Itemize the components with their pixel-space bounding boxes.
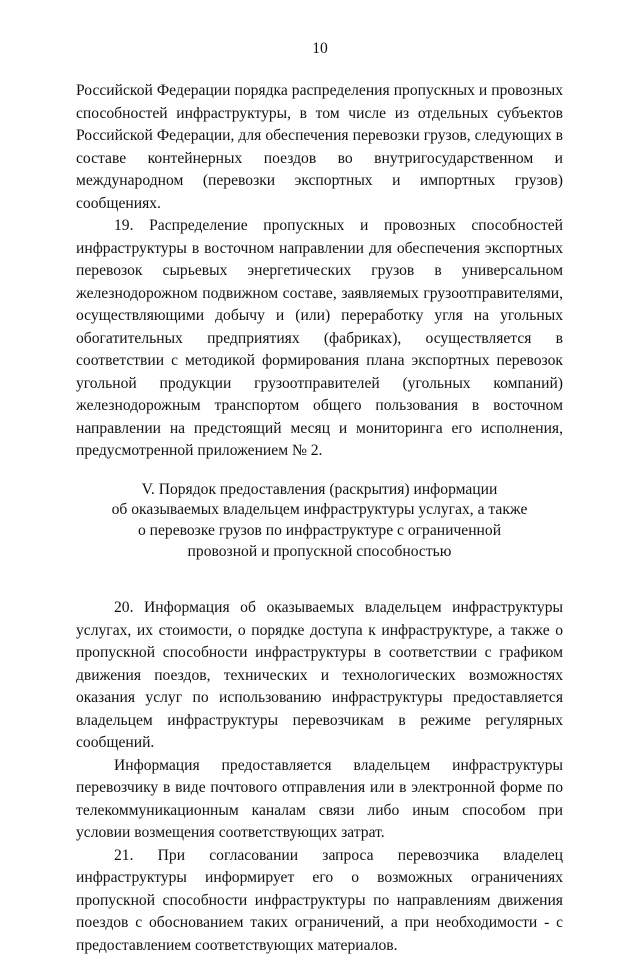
heading-line: провозной и пропускной способностью [187,542,452,560]
paragraph-continuation: Российской Федерации порядка распределения пропускных и провозных способностей инфраструктуры, в том числе из отдельных субъектов Российской Федерации, для обеспечения перевозки грузов, следующих в составе контейнерных поездов во внутригосударственном и международном (перевозки экспортных и импортных грузов) сообщениях. [76,82,563,212]
paragraph-19: 19. Распределение пропускных и провозных способностей инфраструктуры в восточном направлении для обеспечения экспортных перевозок сырьевых энергетических грузов в универсальном железнодорожном подвижном составе, заявляемых грузоотправителями, осуществляющими добычу и (или) переработку угля на угольных обогатительных предприятиях (фабриках), осуществляется в соответствии с методикой формирования плана экспортных перевозок угольной продукции грузоотправителей (угольных компаний) железнодорожным транспортом общего пользования в восточном направлении на предстоящий месяц и мониторинга его исполнения, предусмотренной приложением № 2. [76,217,563,459]
paragraph-21: 21. При согласовании запроса перевозчика владелец инфраструктуры информирует его о возможных ограничениях пропускной способности инфраструктуры по направлениям движения поездов с обоснованием таких ограничений, а при необходимости - с предоставлением соответствующих материалов. [76,846,563,954]
document-body [76,80,563,957]
paragraph-20: 20. Информация об оказываемых владельцем инфраструктуры услугах, их стоимости, о порядке доступа к инфраструктуре, а также о пропускной способности инфраструктуры в соответствии с графиком движения поездов, технических и технологических возможностях оказания услуг по использованию инфраструктуры предоставляется владельцем инфраструктуры перевозчикам в режиме регулярных сообщений. [76,599,563,752]
heading-line: об оказываемых владельцем инфраструктуры услугах, а также [111,501,528,519]
paragraph-information: Информация предоставляется владельцем инфраструктуры перевозчику в виде почтового отправления или в электронной форме по телекоммуникационным каналам связи либо иным способом при условии возмещения соответствующих затрат. [76,756,563,842]
heading-line: V. Порядок предоставления (раскрытия) информации [141,480,498,498]
page-number: 10 [312,40,328,57]
section-heading [76,480,563,563]
heading-line: о перевозке грузов по инфраструктуре с ограниченной [137,521,502,539]
